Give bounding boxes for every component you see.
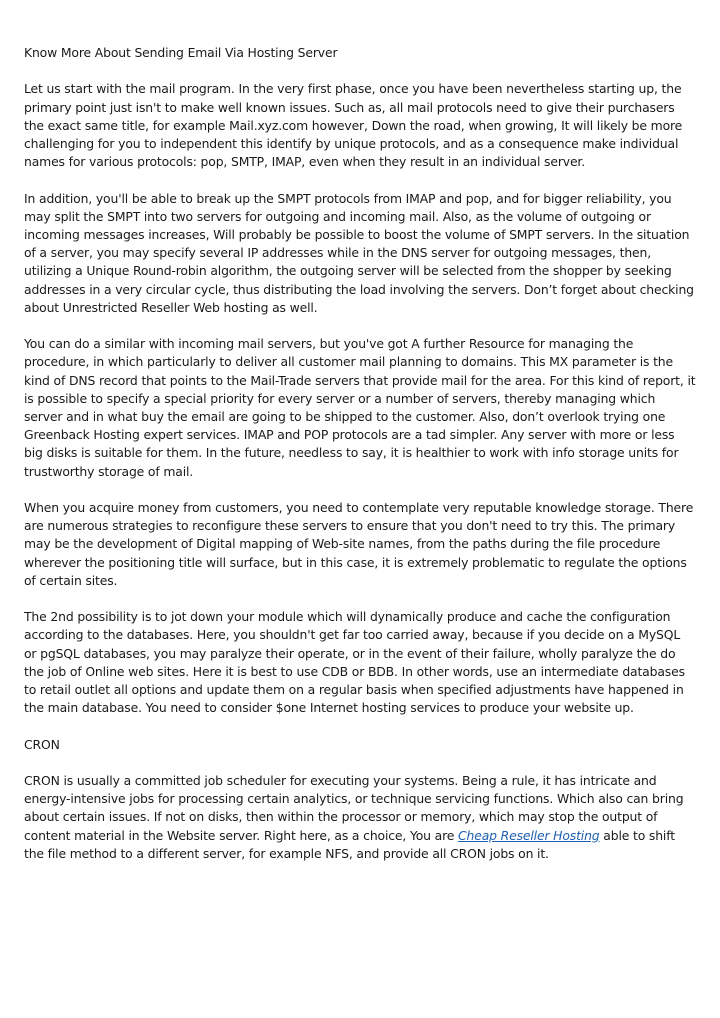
cheap-reseller-hosting-link[interactable]: Cheap Reseller Hosting bbox=[458, 827, 600, 843]
section-heading-cron: CRON bbox=[24, 736, 60, 752]
paragraph-smtp-split: In addition, you'll be able to break up the SMPT protocols from IMAP and pop, and for bigger reliability, you may split the SMPT into two servers for outgoing and incoming mail. Also, as the volume of outgoing or incoming messages increases, Will probably be possible to boost the volume of SMPT servers. In the situation of a server, you may specify several IP addresses while in the DNS server for outgoing messages, then, utilizing a Unique Round-robin algorithm, the outgoing server will be selected from the shopper by seeking addresses in a very circular cycle, thus distributing the load involving the servers. Don’t forget about checking about Unrestricted Reseller Web hosting as well. bbox=[24, 190, 694, 315]
paragraph-cron bbox=[24, 772, 696, 863]
paragraph-storage: When you acquire money from customers, you need to contemplate very reputable knowledge storage. There are numerous strategies to reconfigure these servers to ensure that you don't need to try this. The primary may be the development of Digital mapping of Web-site names, from the paths during the file procedure wherever the positioning title will surface, but in this case, it is extremely problematic to regulate the options of certain sites. bbox=[24, 500, 694, 588]
paragraph-cron-text-before: CRON is usually a committed job scheduler for executing your systems. Being a rule, it has intricate and energy-intensive jobs for processing certain analytics, or technique servicing functions. Which also can bring about certain issues. If not on disks, then within the processor or memory, which may stop the output of content material in the Website server. Right here, as a choice, You are bbox=[24, 773, 684, 843]
paragraph-mail-program: Let us start with the mail program. In the very first phase, once you have been nevertheless starting up, the primary point just isn't to make well known issues. Such as, all mail protocols need to give their purchasers the exact same title, for example Mail.xyz.com however, Down the road, when growing, It will likely be more challenging for you to independent this identify by unique protocols, and as a consequence make individual names for various protocols: pop, SMTP, IMAP, even when they result in an individual server. bbox=[24, 81, 683, 170]
document-body bbox=[24, 44, 696, 881]
paragraph-module-config: The 2nd possibility is to jot down your module which will dynamically produce and cache the configuration according to the databases. Here, you shouldn't get far too carried away, because if you decide on a MySQL or pgSQL databases, you may paralyze their operate, or in the event of their failure, wholly paralyze the do the job of Online web sites. Here it is best to use CDB or BDB. In other words, use an intermediate databases to retail outlet all options and update them on a regular basis when specified adjustments have happened in the main database. You need to consider $one Internet hosting services to produce your website up. bbox=[24, 609, 685, 716]
document-title: Know More About Sending Email Via Hosting Server bbox=[24, 45, 338, 60]
paragraph-cron-text-after: able to shift the file method to a different server, for example NFS, and provide all CRON jobs on it. bbox=[24, 827, 675, 861]
paragraph-incoming-mail: You can do a similar with incoming mail servers, but you've got A further Resource for managing the procedure, in which particularly to deliver all customer mail planning to domains. This MX parameter is the kind of DNS record that points to the Mail-Trade servers that provide mail for the area. For this kind of report, it is possible to specify a special priority for every server or a number of servers, thereby managing which server and in what buy the email are going to be shipped to the customer. Also, don’t overlook trying one Greenback Hosting expert services. IMAP and POP protocols are a tad simpler. Any server with more or less big disks is suitable for them. In the future, needless to say, it is healthier to work with info storage units for trustworthy storage of mail. bbox=[24, 336, 696, 479]
